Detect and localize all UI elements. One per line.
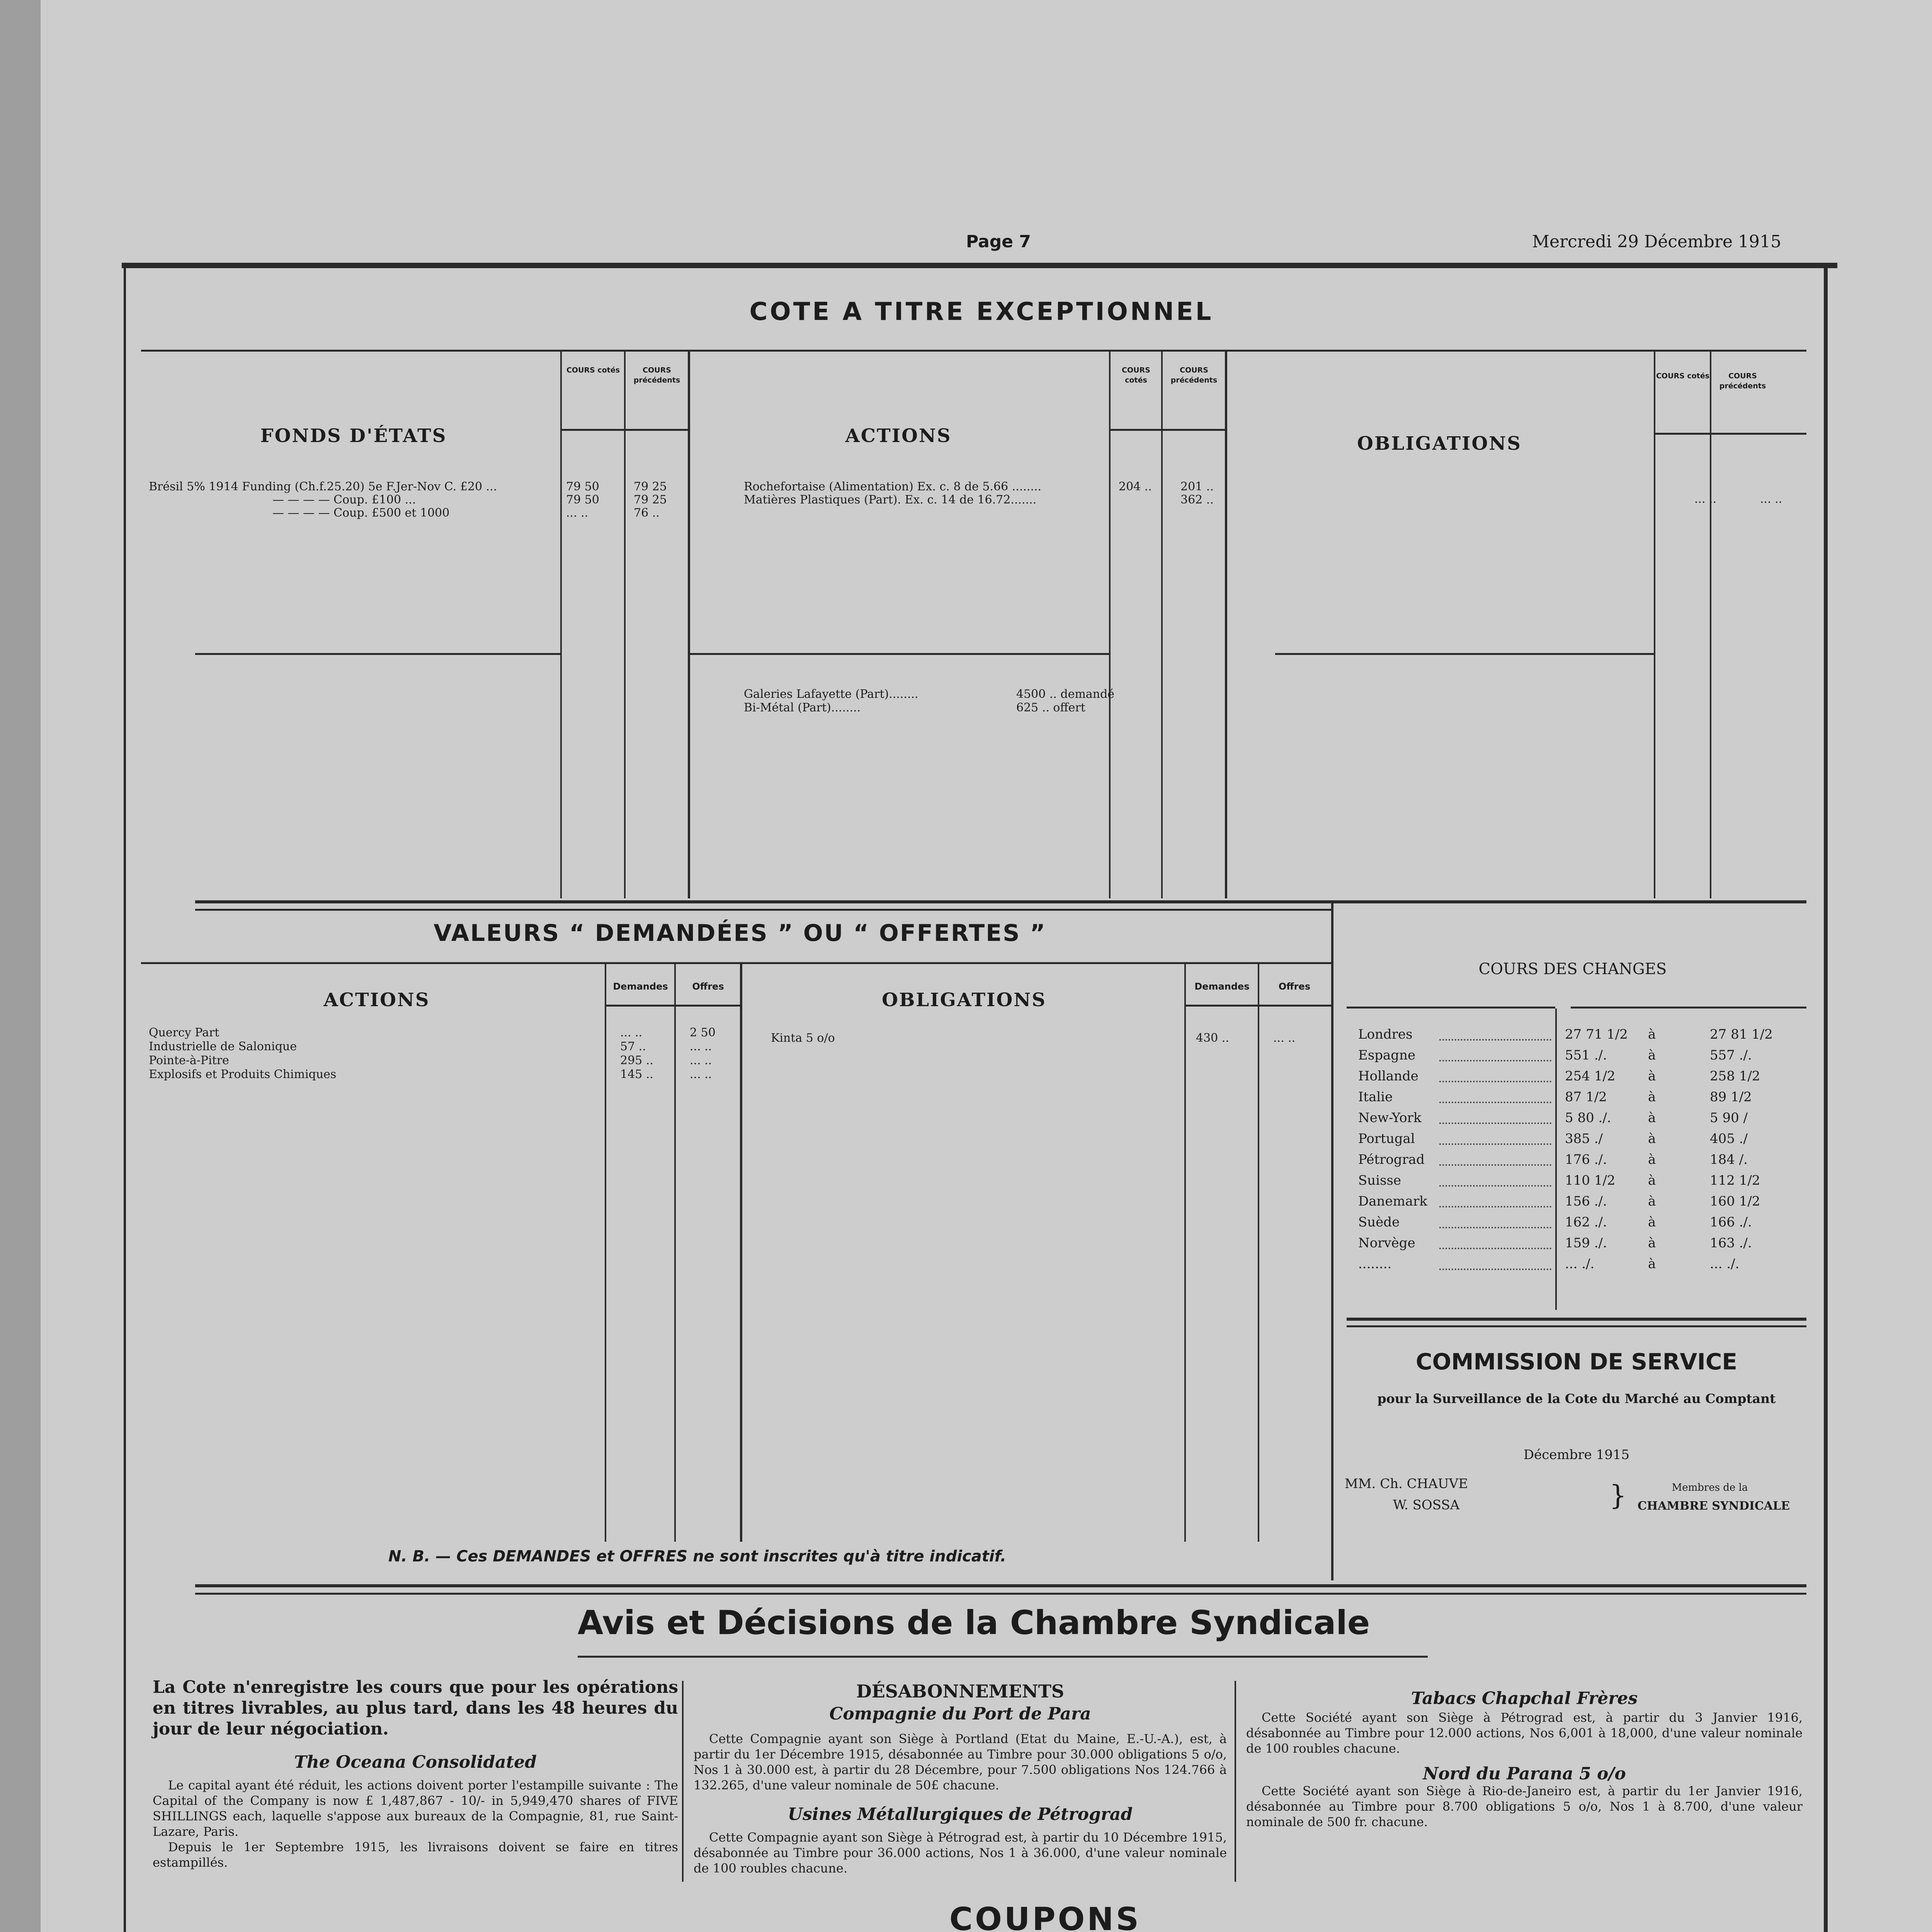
rule bbox=[195, 900, 1806, 903]
change-sep: à bbox=[1648, 1089, 1656, 1105]
rule bbox=[1275, 653, 1654, 655]
rule bbox=[1654, 433, 1806, 435]
change-b: 258 1/2 bbox=[1710, 1068, 1760, 1084]
change-place: ........ bbox=[1358, 1256, 1392, 1272]
valeurs-actions-heading: ACTIONS bbox=[323, 989, 430, 1011]
frame-top bbox=[122, 263, 1837, 268]
valeur-action: Pointe-à-Pitre bbox=[149, 1054, 229, 1067]
fonds-prec: 79 25 bbox=[634, 480, 667, 493]
change-b: 27 81 1/2 bbox=[1710, 1027, 1773, 1042]
cours-cotes-label: COURS cotés bbox=[1656, 372, 1710, 380]
change-place: Norvège bbox=[1358, 1235, 1415, 1251]
change-place: Suisse bbox=[1358, 1173, 1401, 1188]
valeur-dem: 295 .. bbox=[620, 1054, 653, 1067]
valeurs-title: VALEURS “ DEMANDÉES ” OU “ OFFERTES ” bbox=[434, 920, 1046, 947]
rule bbox=[195, 909, 1331, 911]
para-title: Compagnie du Port de Para bbox=[829, 1704, 1091, 1724]
oceana-text: Le capital ayant été réduit, les actions doivent porter l'estampille suivante : The Capital of the Company is now £ 1,487,867 - 10/- in 5,949,470 shares of FIVE SHILLINGS each, laquelle s'appose aux bureaux de la Compagnie, 81, rue Saint-Lazare, Paris. bbox=[153, 1778, 678, 1839]
valeur-off: 2 50 bbox=[690, 1026, 716, 1039]
rule bbox=[1161, 350, 1163, 898]
change-sep: à bbox=[1648, 1235, 1656, 1251]
page-number: Page 7 bbox=[966, 232, 1031, 252]
oceana-title: The Oceana Consolidated bbox=[294, 1752, 537, 1772]
tabacs-title: Tabacs Chapchal Frères bbox=[1411, 1689, 1638, 1708]
change-b: 405 ./ bbox=[1710, 1131, 1748, 1146]
valeur-dem: 145 .. bbox=[620, 1068, 653, 1081]
commission-role: CHAMBRE SYNDICALE bbox=[1638, 1499, 1790, 1513]
brace: } bbox=[1609, 1480, 1627, 1511]
change-place: Pétrograd bbox=[1358, 1152, 1425, 1167]
change-a: 385 ./ bbox=[1565, 1131, 1603, 1146]
fonds-cote: 79 50 bbox=[566, 480, 599, 493]
change-a: 551 ./. bbox=[1565, 1048, 1607, 1063]
commission-role: Membres de la bbox=[1672, 1482, 1748, 1493]
change-sep: à bbox=[1648, 1214, 1656, 1230]
change-b: 184 /. bbox=[1710, 1152, 1748, 1167]
change-dots bbox=[1439, 1154, 1551, 1166]
rule bbox=[1184, 962, 1186, 1542]
valeur-action: Quercy Part bbox=[149, 1026, 219, 1039]
action-extra-val: 4500 .. demandé bbox=[1016, 687, 1115, 701]
commission-subtitle: pour la Surveillance de la Cote du Marché au Comptant bbox=[1377, 1391, 1776, 1406]
actions-heading: ACTIONS bbox=[845, 425, 952, 447]
change-sep: à bbox=[1648, 1131, 1656, 1146]
change-dots bbox=[1439, 1133, 1551, 1145]
action-extra-val: 625 .. offert bbox=[1016, 701, 1085, 714]
valeurs-obligations-heading: OBLIGATIONS bbox=[882, 989, 1046, 1011]
change-dots bbox=[1439, 1092, 1551, 1103]
change-b: 5 90 / bbox=[1710, 1110, 1748, 1126]
change-place: Londres bbox=[1358, 1027, 1413, 1042]
rule bbox=[1331, 900, 1333, 1580]
change-place: Espagne bbox=[1358, 1048, 1416, 1063]
change-dots bbox=[1439, 1175, 1551, 1187]
frame-right bbox=[1824, 263, 1828, 1932]
change-dots bbox=[1439, 1238, 1551, 1249]
valeur-off: ... .. bbox=[690, 1068, 712, 1081]
change-b: 557 ./. bbox=[1710, 1048, 1752, 1063]
valeur-oblig-off: ... .. bbox=[1273, 1031, 1296, 1045]
rule bbox=[1235, 1681, 1236, 1882]
rule bbox=[560, 350, 562, 898]
rule bbox=[1654, 350, 1655, 898]
change-place: Portugal bbox=[1358, 1131, 1415, 1146]
cote-title: COTE A TITRE EXCEPTIONNEL bbox=[749, 298, 1214, 326]
action-cote: 204 .. bbox=[1119, 480, 1152, 493]
cours-precedents-label: COURS précédents bbox=[633, 366, 680, 384]
para-text: Cette Compagnie ayant son Siège à Portland (Etat du Maine, E.-U.-A.), est, à partir du 1er Décembre 1915, désabonnée au Timbre pour 30.000 obligations 5 o/o, Nos 1 à 30.000 est, à partir du 28 Décembre, pour 7.500 obligations Nos 124.766 à 132.265, d'une valeur nominale de 50£ chacune. bbox=[694, 1731, 1227, 1793]
offres-label: Offres bbox=[1278, 981, 1311, 992]
action-row: Rochefortaise (Alimentation) Ex. c. 8 de 5.66 ........ bbox=[744, 480, 1042, 493]
change-dots bbox=[1439, 1050, 1551, 1061]
oblig-prec: ... .. bbox=[1760, 492, 1782, 506]
action-prec: 201 .. bbox=[1180, 480, 1214, 493]
change-sep: à bbox=[1648, 1194, 1656, 1209]
change-sep: à bbox=[1648, 1027, 1656, 1042]
rule bbox=[1571, 1007, 1806, 1009]
rule bbox=[1225, 350, 1227, 898]
newspaper-page bbox=[41, 0, 1932, 1932]
usines-text: Cette Compagnie ayant son Siège à Pétrograd est, à partir du 10 Décembre 1915, désabonnée au Timbre pour 36.000 actions, Nos 1 à 36.000, d'une valeur nominale de 100 roubles chacune. bbox=[694, 1830, 1227, 1876]
change-dots bbox=[1439, 1029, 1551, 1041]
valeur-action: Explosifs et Produits Chimiques bbox=[149, 1068, 337, 1081]
action-extra: Bi-Métal (Part)........ bbox=[744, 701, 861, 714]
changes-title: COURS DES CHANGES bbox=[1478, 960, 1667, 978]
rule bbox=[682, 1681, 684, 1882]
rule bbox=[1258, 962, 1259, 1542]
fonds-cote: ... .. bbox=[566, 506, 588, 520]
valeurs-note: N. B. — Ces DEMANDES et OFFRES ne sont inscrites qu'à titre indicatif. bbox=[388, 1548, 1007, 1565]
valeur-oblig: Kinta 5 o/o bbox=[771, 1031, 835, 1045]
change-sep: à bbox=[1648, 1110, 1656, 1126]
rule bbox=[141, 962, 1331, 964]
valeur-dem: ... .. bbox=[620, 1026, 643, 1039]
fonds-cote: 79 50 bbox=[566, 493, 599, 507]
rule bbox=[195, 653, 560, 655]
rule bbox=[1347, 1318, 1806, 1321]
fonds-prec: 79 25 bbox=[634, 493, 667, 507]
rule bbox=[195, 1584, 1806, 1587]
action-extra: Galeries Lafayette (Part)........ bbox=[744, 687, 918, 701]
rule bbox=[690, 653, 1109, 655]
change-dots bbox=[1439, 1071, 1551, 1082]
commission-title: COMMISSION DE SERVICE bbox=[1415, 1349, 1738, 1375]
rule bbox=[1109, 350, 1111, 898]
nord-text: Cette Société ayant son Siège à Rio-de-Janeiro est, à partir du 1er Janvier 1916, désabonnée au Timbre pour 8.700 obligations 5 o/o, Nos 1 à 8.700, d'une valeur nominale de 500 fr. chacune. bbox=[1246, 1784, 1803, 1829]
change-a: 27 71 1/2 bbox=[1565, 1027, 1628, 1042]
change-a: 254 1/2 bbox=[1565, 1068, 1616, 1084]
change-sep: à bbox=[1648, 1068, 1656, 1084]
rule bbox=[1710, 350, 1711, 898]
change-sep: à bbox=[1648, 1173, 1656, 1188]
commission-member: W. SOSSA bbox=[1393, 1497, 1460, 1513]
rule bbox=[688, 350, 690, 898]
valeur-dem: 57 .. bbox=[620, 1040, 646, 1053]
rule bbox=[624, 350, 626, 898]
change-sep: à bbox=[1648, 1256, 1656, 1272]
cours-precedents-label: COURS précédents bbox=[1719, 372, 1766, 390]
rule bbox=[1347, 1007, 1555, 1009]
rule bbox=[740, 962, 742, 1542]
valeur-action: Industrielle de Salonique bbox=[149, 1040, 297, 1053]
valeur-oblig-dem: 430 .. bbox=[1196, 1031, 1229, 1045]
fonds-row: — — — — Coup. £500 et 1000 bbox=[272, 506, 450, 520]
change-a: ... ./. bbox=[1565, 1256, 1595, 1272]
change-place: New-York bbox=[1358, 1110, 1422, 1126]
rule bbox=[195, 1593, 1806, 1595]
fonds-prec: 76 .. bbox=[634, 506, 660, 520]
cours-cotes-label: COURS cotés bbox=[566, 366, 620, 374]
change-place: Suède bbox=[1358, 1214, 1400, 1230]
rule bbox=[1347, 1325, 1806, 1327]
fonds-row: Brésil 5% 1914 Funding (Ch.f.25.20) 5e F.Jer-Nov C. £20 ... bbox=[149, 480, 497, 493]
change-b: 112 1/2 bbox=[1710, 1173, 1760, 1188]
change-b: 163 ./. bbox=[1710, 1235, 1752, 1251]
change-b: ... ./. bbox=[1710, 1256, 1740, 1272]
change-b: 160 1/2 bbox=[1710, 1194, 1760, 1209]
rule bbox=[605, 962, 606, 1542]
change-place: Italie bbox=[1358, 1089, 1393, 1105]
rule bbox=[674, 962, 676, 1542]
commission-date: Décembre 1915 bbox=[1523, 1447, 1630, 1463]
desab-title: DÉSABONNEMENTS bbox=[856, 1681, 1065, 1702]
tabacs-text: Cette Société ayant son Siège à Pétrograd est, à partir du 3 Janvier 1916, désabonnée au Timbre pour 12.000 actions, Nos 6,001 à 18,000, d'une valeur nominale de 100 roubles chacune. bbox=[1246, 1710, 1803, 1756]
rule bbox=[1184, 1005, 1331, 1007]
rule bbox=[605, 1005, 740, 1007]
change-a: 5 80 ./. bbox=[1565, 1110, 1611, 1126]
frame-left bbox=[124, 263, 126, 1932]
nord-title: Nord du Parana 5 o/o bbox=[1423, 1764, 1626, 1784]
change-a: 159 ./. bbox=[1565, 1235, 1607, 1251]
rule bbox=[1555, 1009, 1557, 1310]
fonds-row: — — — — Coup. £100 ... bbox=[272, 493, 416, 507]
change-a: 156 ./. bbox=[1565, 1194, 1607, 1209]
offres-label: Offres bbox=[692, 981, 724, 992]
avis-lead: La Cote n'enregistre les cours que pour les opérations en titres livrables, au plus tard, dans les 48 heures du jour de leur négociation. bbox=[153, 1677, 678, 1739]
action-prec: 362 .. bbox=[1180, 493, 1214, 507]
change-dots bbox=[1439, 1196, 1551, 1208]
fonds-heading: FONDS D'ÉTATS bbox=[260, 425, 447, 447]
change-dots bbox=[1439, 1112, 1551, 1124]
change-dots bbox=[1439, 1217, 1551, 1228]
change-place: Hollande bbox=[1358, 1068, 1418, 1084]
coupons-title: COUPONS bbox=[949, 1901, 1141, 1932]
commission-member: MM. Ch. CHAUVE bbox=[1345, 1476, 1468, 1492]
change-b: 166 ./. bbox=[1710, 1214, 1752, 1230]
demandes-label: Demandes bbox=[613, 981, 668, 992]
action-row: Matières Plastiques (Part). Ex. c. 14 de 16.72....... bbox=[744, 493, 1037, 507]
usines-title: Usines Métallurgiques de Pétrograd bbox=[787, 1804, 1133, 1824]
cours-cotes-label: COURS cotés bbox=[1122, 366, 1150, 384]
rule bbox=[141, 350, 1806, 352]
cours-precedents-label: COURS précédents bbox=[1170, 366, 1218, 384]
oceana-text2: Depuis le 1er Septembre 1915, les livraisons doivent se faire en titres estampillés. bbox=[153, 1840, 678, 1870]
rule bbox=[578, 1656, 1428, 1658]
valeur-off: ... .. bbox=[690, 1040, 712, 1053]
change-sep: à bbox=[1648, 1048, 1656, 1063]
demandes-label: Demandes bbox=[1194, 981, 1250, 992]
rule bbox=[1109, 429, 1225, 431]
change-b: 89 1/2 bbox=[1710, 1089, 1752, 1105]
page-date: Mercredi 29 Décembre 1915 bbox=[1532, 232, 1781, 252]
obligations-heading: OBLIGATIONS bbox=[1357, 433, 1522, 454]
rule bbox=[560, 429, 688, 431]
oblig-cote: ... .. bbox=[1694, 492, 1717, 506]
change-a: 176 ./. bbox=[1565, 1152, 1607, 1167]
change-dots bbox=[1439, 1259, 1551, 1270]
change-sep: à bbox=[1648, 1152, 1656, 1167]
avis-title: Avis et Décisions de la Chambre Syndicale bbox=[577, 1604, 1370, 1642]
change-place: Danemark bbox=[1358, 1194, 1427, 1209]
change-a: 87 1/2 bbox=[1565, 1089, 1607, 1105]
change-a: 162 ./. bbox=[1565, 1214, 1607, 1230]
valeur-off: ... .. bbox=[690, 1054, 712, 1067]
change-a: 110 1/2 bbox=[1565, 1173, 1616, 1188]
